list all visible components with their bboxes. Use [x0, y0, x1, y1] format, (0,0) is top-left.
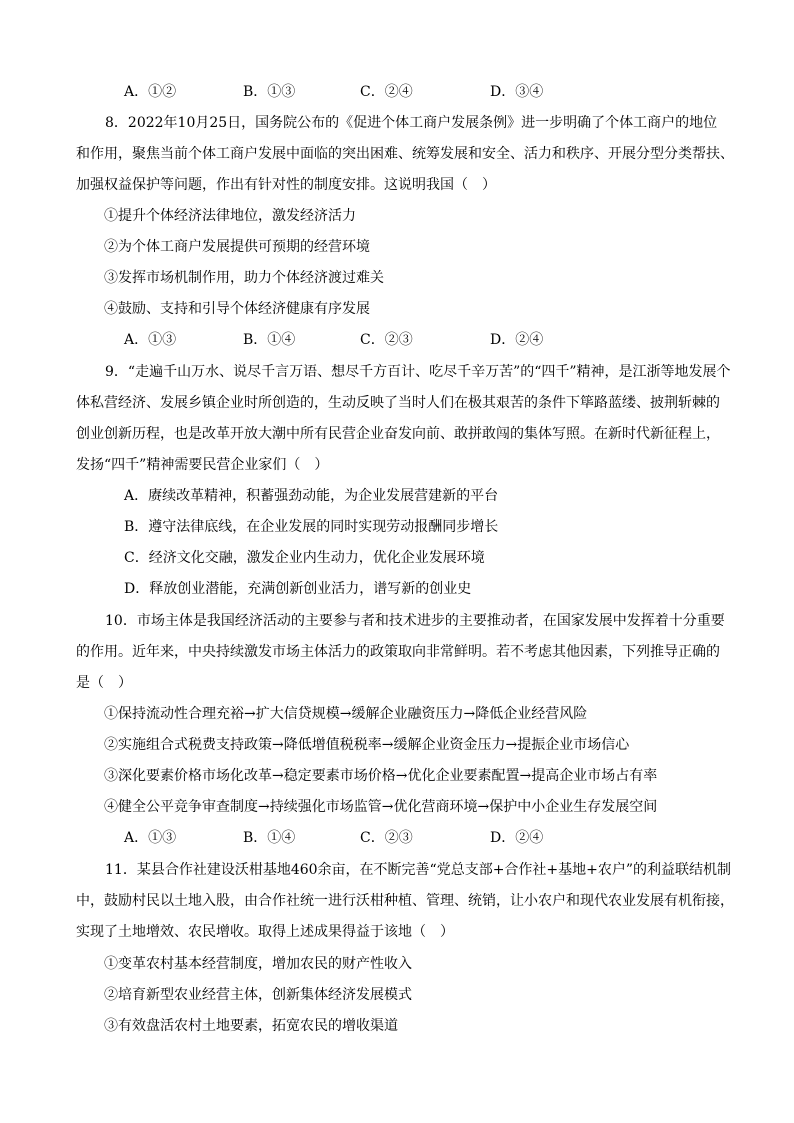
- option-d: D．②④: [490, 830, 544, 846]
- q11-stem-line-1: 11．某县合作社建设沃柑基地460余亩，在不断完善“党总支部+合作社+基地+农户”的利益联结机制: [105, 862, 732, 878]
- option-d: D．②④: [490, 332, 544, 348]
- q8-item-1: ①提升个体经济法律地位，激发经济活力: [104, 208, 356, 224]
- q10-stem-line-2: 的作用。近年来，中央持续激发市场主体活力的政策取向非常鲜明。若不考虑其他因素，下列推导正确的: [76, 644, 720, 660]
- q8-stem-line-1: 8．2022年10月25日，国务院公布的《促进个体工商户发展条例》进一步明确了个体工商户的地位: [105, 115, 718, 131]
- q11-item-1: ①变革农村基本经营制度，增加农民的财产性收入: [104, 956, 412, 972]
- q9-stem-line-3: 创业创新历程，也是改革开放大潮中所有民营企业奋发向前、敢拼敢闯的集体写照。在新时代新征程上，: [76, 426, 720, 442]
- option-b: B．①④: [243, 332, 296, 348]
- q9-choice-a: A．赓续改革精神，积蓄强劲动能，为企业发展营建新的平台: [124, 488, 499, 504]
- q9-stem-line-4: 发扬“四千”精神需要民营企业家们（ ）: [76, 457, 329, 473]
- option-a: A．①③: [124, 830, 177, 846]
- q9-choice-c: C．经济文化交融，激发企业内生动力，优化企业发展环境: [124, 550, 485, 566]
- option-c: C．②③: [360, 830, 413, 846]
- q11-stem-line-3: 实现了土地增效、农民增收。取得上述成果得益于该地（ ）: [76, 924, 454, 940]
- q9-choice-b: B．遵守法律底线，在企业发展的同时实现劳动报酬同步增长: [124, 519, 499, 535]
- q10-item-3: ③深化要素价格市场化改革→稳定要素市场价格→优化企业要素配置→提高企业市场占有率: [104, 768, 658, 784]
- q8-stem-line-2: 和作用，聚焦当前个体工商户发展中面临的突出困难、统筹发展和安全、活力和秩序、开展分型分类帮扶、: [76, 146, 734, 162]
- option-b: B．①④: [243, 830, 296, 846]
- q8-stem-line-3: 加强权益保护等问题，作出有针对性的制度安排。这说明我国（ ）: [76, 177, 496, 193]
- q10-item-2: ②实施组合式税费支持政策→降低增值税税率→缓解企业资金压力→提振企业市场信心: [104, 737, 630, 753]
- q9-stem-line-2: 体私营经济、发展乡镇企业时所创造的，生动反映了当时人们在极其艰苦的条件下筚路蓝缕、披荆斩棘的: [76, 395, 720, 411]
- option-c: C．②③: [360, 332, 413, 348]
- option-b: B．①③: [243, 84, 296, 100]
- q11-item-3: ③有效盘活农村土地要素，拓宽农民的增收渠道: [104, 1018, 398, 1034]
- q9-choice-d: D．释放创业潜能，充满创新创业活力，谱写新的创业史: [124, 581, 472, 597]
- q9-stem-line-1: 9．“走遍千山万水、说尽千言万语、想尽千方百计、吃尽千辛万苦”的“四千”精神，是江浙等地发展个: [105, 364, 731, 380]
- option-c: C．②④: [360, 84, 413, 100]
- q11-stem-line-2: 中，鼓励村民以土地入股，由合作社统一进行沃柑种植、管理、统销，让小农户和现代农业发展有机衔接，: [76, 893, 734, 909]
- q11-item-2: ②培育新型农业经营主体，创新集体经济发展模式: [104, 987, 412, 1003]
- option-a: A．①②: [124, 84, 177, 100]
- q8-item-2: ②为个体工商户发展提供可预期的经营环境: [104, 239, 370, 255]
- q8-item-4: ④鼓励、支持和引导个体经济健康有序发展: [104, 301, 370, 317]
- option-a: A．①③: [124, 332, 177, 348]
- q8-item-3: ③发挥市场机制作用，助力个体经济渡过难关: [104, 270, 384, 286]
- option-d: D．③④: [490, 84, 544, 100]
- q10-stem-line-3: 是（ ）: [76, 675, 132, 691]
- q10-item-1: ①保持流动性合理充裕→扩大信贷规模→缓解企业融资压力→降低企业经营风险: [104, 706, 588, 722]
- q10-stem-line-1: 10．市场主体是我国经济活动的主要参与者和技术进步的主要推动者，在国家发展中发挥着十分重要: [105, 613, 725, 629]
- q10-item-4: ④健全公平竞争审查制度→持续强化市场监管→优化营商环境→保护中小企业生存发展空间: [104, 799, 658, 815]
